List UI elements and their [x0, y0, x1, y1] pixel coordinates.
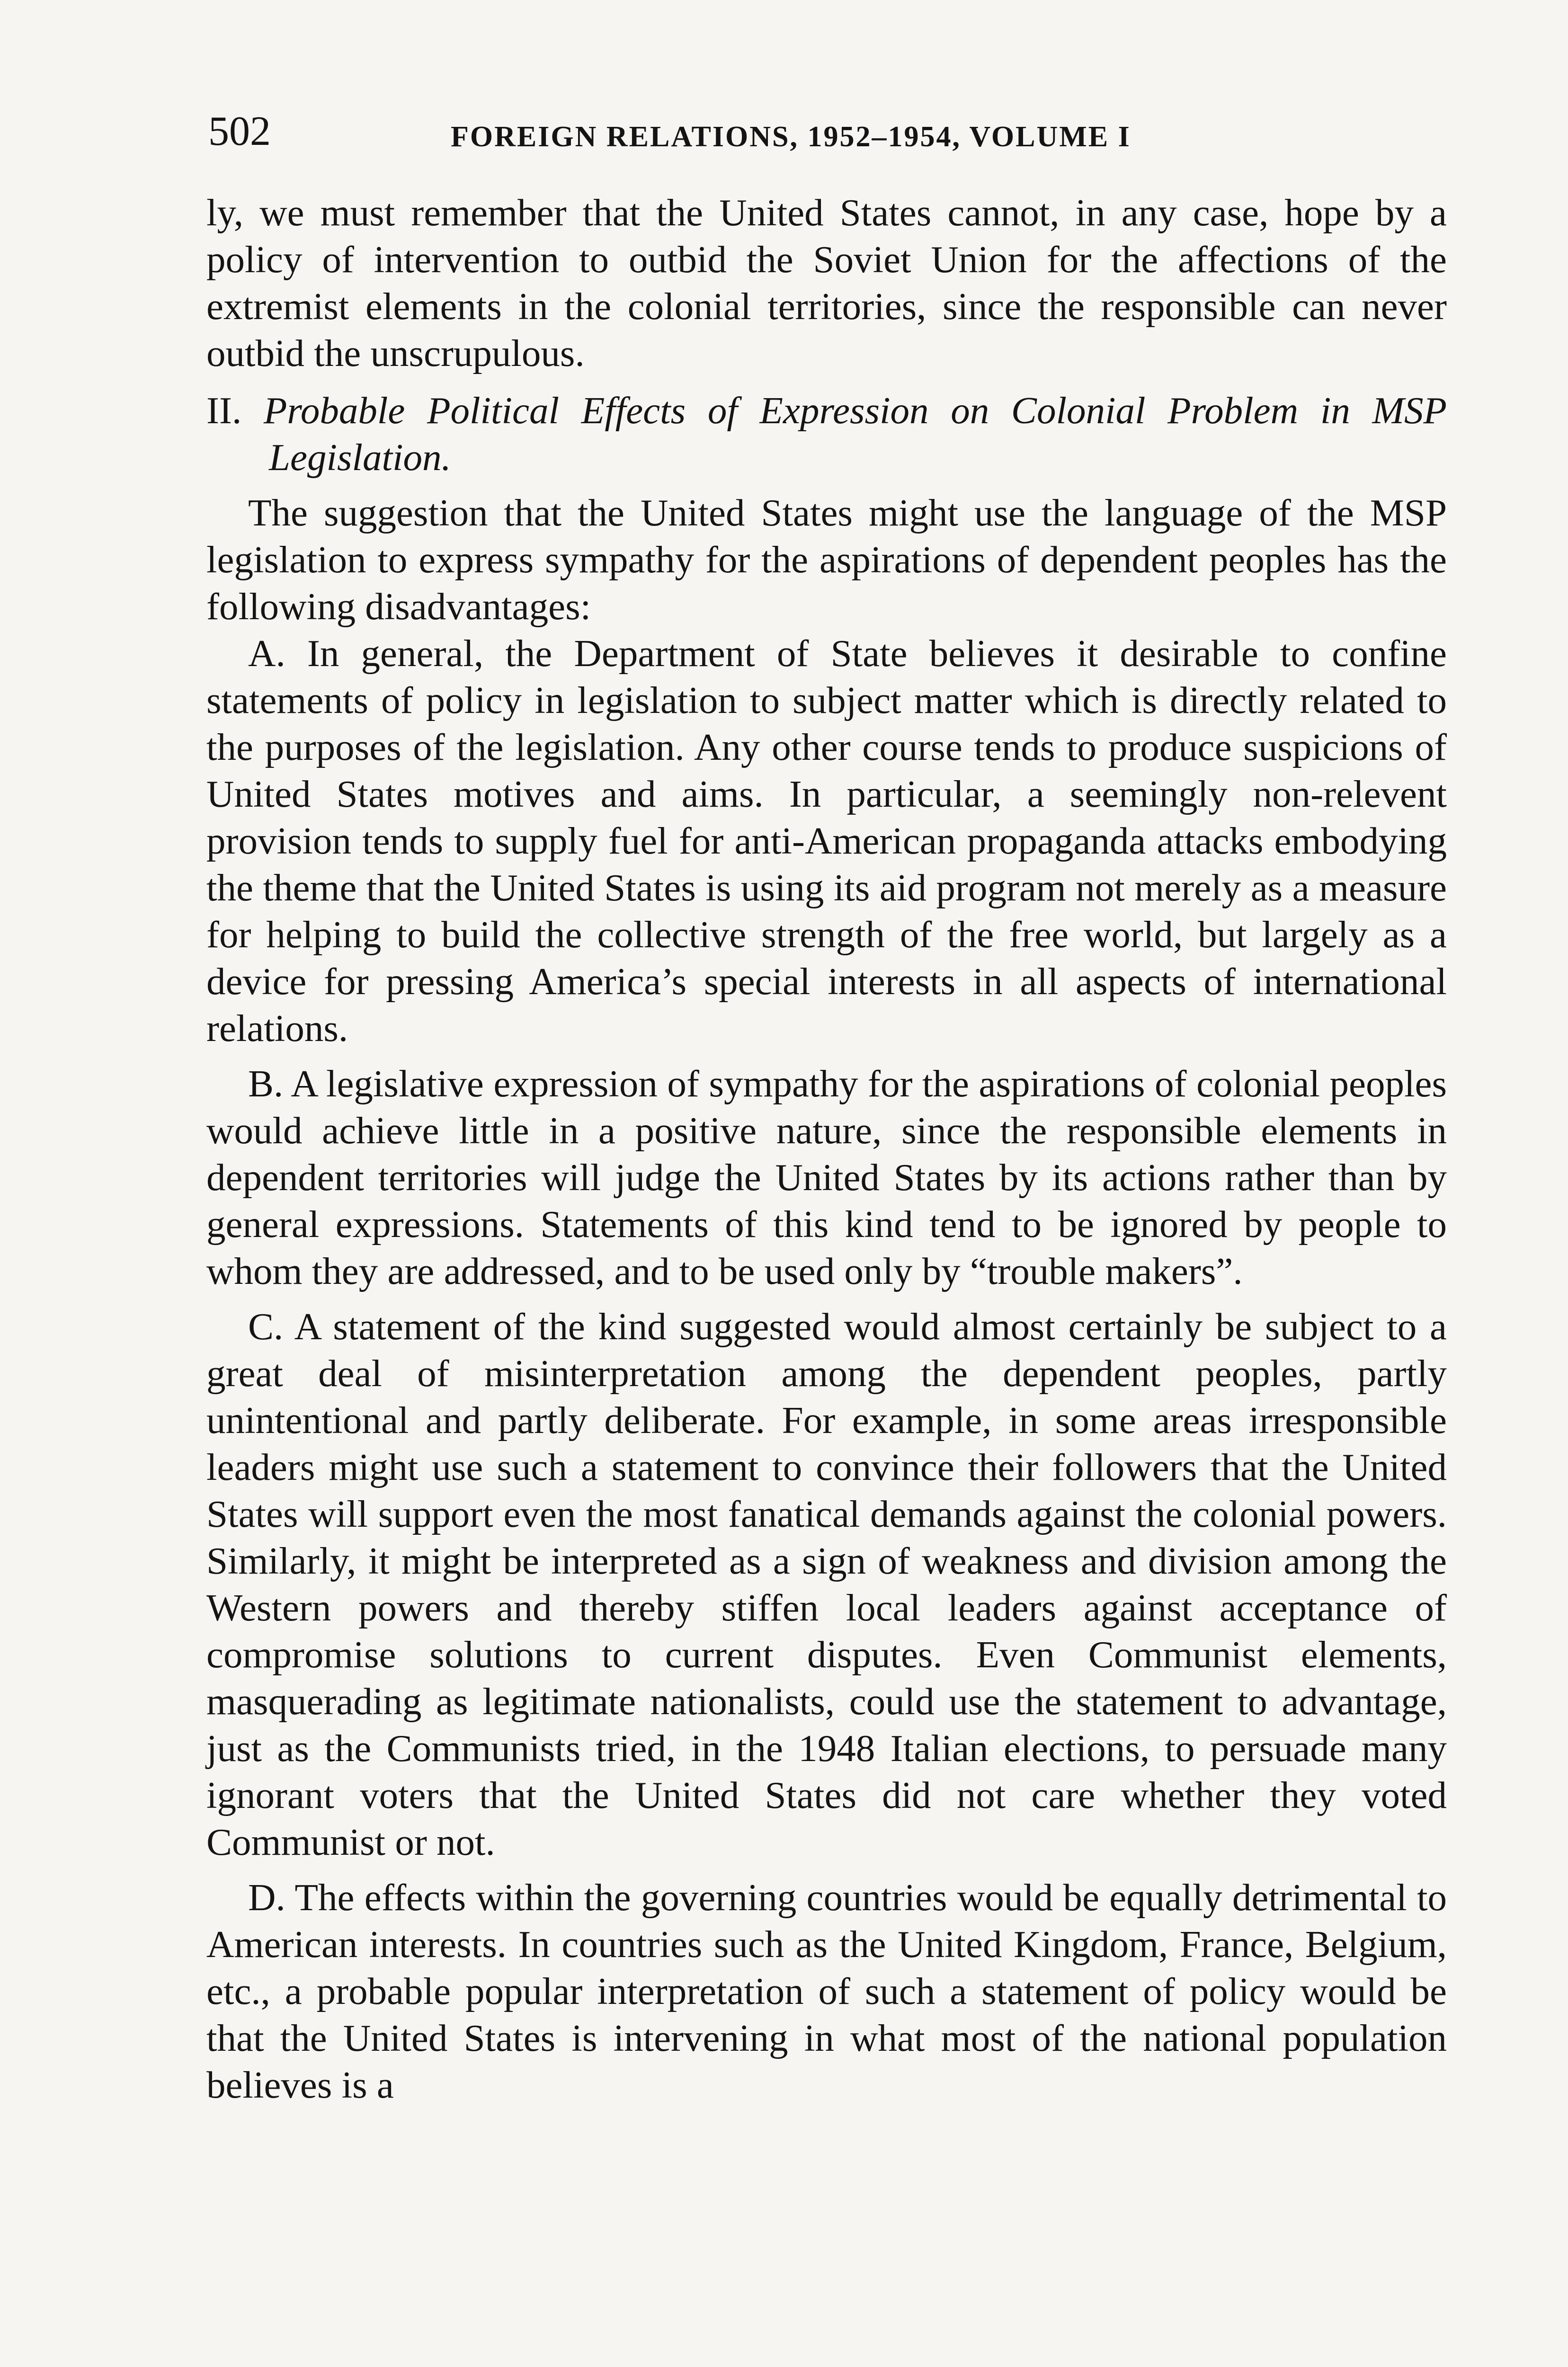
- point-d-paragraph: D. The effects within the governing countries would be equally detrimental to American interests. In countries such as the United Kingdom, France, Belgium, etc., a probable popular interpretation of such a statement of policy would be that the United States is intervening in what most of the national population believes is a: [206, 1876, 1447, 2106]
- point-b-paragraph: B. A legislative expression of sympathy for the aspirations of colonial peoples would achieve little in a positive nature, since the responsible elements in dependent territories will judge the United States by its actions rather than by general expressions. Statements of this kind tend to be ignored by people to whom they are addressed, and to be used only by “trouble makers”.: [206, 1062, 1447, 1292]
- intro-paragraph: The suggestion that the United States might use the language of the MSP legislation to express sympathy for the aspirations of dependent peoples has the following disadvantages:: [206, 491, 1447, 628]
- body-text: [206, 189, 1447, 2109]
- section-heading: [206, 387, 1447, 481]
- point-a-paragraph: A. In general, the Department of State believes it desirable to confine statements of policy in legislation to subject matter which is directly related to the purposes of the legislation. Any other course tends to produce suspicions of United States motives and aims. In particular, a seemingly non-relevent provision tends to supply fuel for anti-American propaganda attacks embodying the theme that the United States is using its aid program not merely as a measure for helping to build the collective strength of the free world, but largely as a device for pressing America’s special interests in all aspects of international relations.: [206, 632, 1447, 1050]
- page-header: [208, 108, 1449, 169]
- running-head: FOREIGN RELATIONS, 1952–1954, VOLUME I: [451, 121, 1131, 153]
- section-numeral: II.: [206, 389, 264, 432]
- page-number: 502: [208, 108, 271, 154]
- section-title: Probable Political Effects of Expression on Colonial Problem in MSP Legislation.: [263, 389, 1447, 479]
- point-c-paragraph: C. A statement of the kind suggested would almost certainly be subject to a great deal of misinterpretation among the dependent peoples, partly unintentional and partly deliberate. For example, in some areas irresponsible leaders might use such a statement to convince their followers that the United States will support even the most fanatical demands against the colonial powers. Similarly, it might be interpreted as a sign of weakness and division among the Western powers and thereby stiffen local leaders against acceptance of compromise solutions to current disputes. Even Communist elements, masquerading as legitimate nationalists, could use the statement to advantage, just as the Communists tried, in the 1948 Italian elections, to persuade many ignorant voters that the United States did not care whether they voted Communist or not.: [206, 1305, 1447, 1863]
- continuation-paragraph: ly, we must remember that the United States cannot, in any case, hope by a policy of intervention to outbid the Soviet Union for the affections of the extremist elements in the colonial territories, since the responsible can never outbid the unscrupulous.: [206, 191, 1447, 374]
